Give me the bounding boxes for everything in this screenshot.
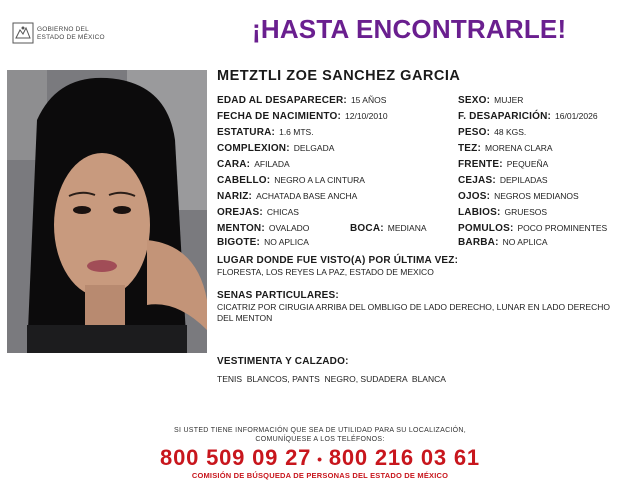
field-peso	[458, 127, 526, 138]
person-photo	[7, 70, 207, 353]
field-peso-value: 48 KGS.	[494, 127, 527, 137]
field-cara-label: CARA:	[217, 159, 251, 170]
field-ojos-value: NEGROS MEDIANOS	[494, 191, 579, 201]
field-menton-value: OVALADO	[268, 223, 310, 233]
field-barba	[458, 237, 548, 248]
field-orejas-value: CHICAS	[266, 207, 299, 217]
field-cabello-label: CABELLO:	[217, 175, 271, 186]
marks-label: SENAS PARTICULARES:	[217, 290, 339, 301]
field-peso-label: PESO:	[458, 127, 491, 138]
field-estatura-value: 1.6 MTS.	[279, 127, 314, 137]
clothing-value: TENIS BLANCOS, PANTS NEGRO, SUDADERA BLANCA	[217, 374, 446, 384]
field-nariz-value: ACHATADA BASE ANCHA	[256, 191, 358, 201]
field-frente-value: PEQUEÑA	[506, 159, 549, 169]
field-estatura	[217, 127, 314, 138]
field-nacimiento-value: 12/10/2010	[345, 111, 388, 121]
field-tez-value: MORENA CLARA	[485, 143, 553, 153]
field-cara	[217, 159, 290, 170]
field-ojos	[458, 191, 579, 202]
field-bigote-value: NO APLICA	[264, 237, 309, 247]
field-cejas	[458, 175, 548, 186]
field-tez	[458, 143, 553, 154]
field-complexion	[217, 143, 334, 154]
field-desaparicion	[458, 111, 598, 122]
field-complexion-label: COMPLEXION:	[217, 143, 290, 154]
field-menton	[217, 223, 309, 234]
field-sexo-value: MUJER	[494, 95, 524, 105]
field-cabello	[217, 175, 365, 186]
field-nariz-label: NARIZ:	[217, 191, 253, 202]
field-cejas-label: CEJAS:	[458, 175, 496, 186]
field-sexo	[458, 95, 523, 106]
field-cara-value: AFILADA	[254, 159, 290, 169]
field-boca-value: MEDIANA	[387, 223, 427, 233]
last-seen-value: FLORESTA, LOS REYES LA PAZ, ESTADO DE MEXICO	[217, 267, 434, 277]
phone-separator: •	[317, 451, 323, 468]
field-pomulos-label: POMULOS:	[458, 223, 514, 234]
field-menton-label: MENTON:	[217, 223, 265, 234]
field-nacimiento-label: FECHA DE NACIMIENTO:	[217, 111, 341, 122]
field-bigote	[217, 237, 309, 248]
field-edad-value: 15 AÑOS	[350, 95, 387, 105]
field-frente	[458, 159, 548, 170]
state-seal-icon	[12, 22, 34, 44]
phone-number-2[interactable]: 800 216 03 61	[328, 445, 480, 470]
commission-name: COMISIÓN DE BÚSQUEDA DE PERSONAS DEL ESTADO DE MÉXICO	[191, 471, 449, 480]
field-ojos-label: OJOS:	[458, 191, 491, 202]
field-orejas	[217, 207, 299, 218]
field-complexion-value: DELGADA	[293, 143, 335, 153]
government-name-line2: ESTADO DE MÉXICO	[37, 34, 105, 41]
phone-number-1[interactable]: 800 509 09 27	[160, 445, 312, 470]
contact-info-line1: SI USTED TIENE INFORMACIÓN QUE SEA DE UTILIDAD PARA SU LOCALIZACIÓN,	[173, 427, 467, 434]
government-name-line1: GOBIERNO DEL	[37, 26, 89, 33]
field-edad-label: EDAD AL DESAPARECER:	[217, 95, 347, 106]
field-barba-value: NO APLICA	[502, 237, 548, 247]
field-labios-value: GRUESOS	[504, 207, 548, 217]
field-desaparicion-label: F. DESAPARICIÓN:	[458, 111, 552, 122]
headline: ¡HASTA ENCONTRARLE!	[252, 14, 567, 44]
marks-value: CICATRIZ POR CIRUGIA ARRIBA DEL OMBLIGO DE LADO DERECHO, LUNAR EN LADO DERECHO DEL MENTON	[217, 302, 610, 323]
field-pomulos-value: POCO PROMINENTES	[517, 223, 608, 233]
field-pomulos	[458, 223, 607, 234]
field-cabello-value: NEGRO A LA CINTURA	[274, 175, 365, 185]
last-seen-label: LUGAR DONDE FUE VISTO(A) POR ÚLTIMA VEZ:	[217, 255, 459, 266]
contact-info-line2: COMUNÍQUESE A LOS TELÉFONOS:	[255, 436, 385, 443]
clothing-label: VESTIMENTA Y CALZADO:	[217, 356, 349, 367]
field-labios	[458, 207, 547, 218]
phone-numbers	[0, 445, 640, 471]
field-bigote-label: BIGOTE:	[217, 237, 261, 248]
field-labios-label: LABIOS:	[458, 207, 501, 218]
field-orejas-label: OREJAS:	[217, 207, 263, 218]
government-logo	[12, 22, 122, 46]
person-name: METZTLI ZOE SANCHEZ GARCIA	[217, 68, 461, 84]
field-tez-label: TEZ:	[458, 143, 482, 154]
field-boca	[350, 223, 427, 234]
field-sexo-label: SEXO:	[458, 95, 491, 106]
field-desaparicion-value: 16/01/2026	[555, 111, 598, 121]
field-barba-label: BARBA:	[458, 237, 499, 248]
field-cejas-value: DEPILADAS	[499, 175, 548, 185]
field-nacimiento	[217, 111, 388, 122]
field-edad	[217, 95, 386, 106]
field-boca-label: BOCA:	[350, 223, 384, 234]
field-nariz	[217, 191, 357, 202]
field-estatura-label: ESTATURA:	[217, 127, 276, 138]
field-frente-label: FRENTE:	[458, 159, 503, 170]
